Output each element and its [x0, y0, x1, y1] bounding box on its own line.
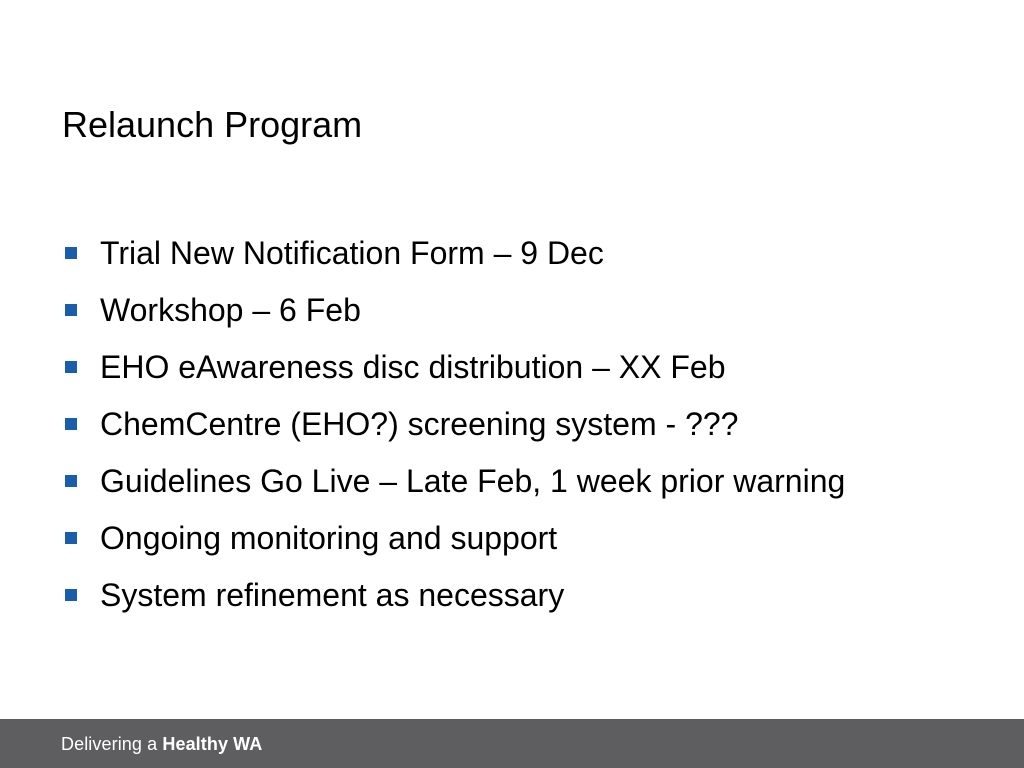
footer-bar — [0, 719, 1024, 768]
bullet-item — [62, 458, 962, 504]
bullet-item — [62, 230, 962, 276]
bullet-item — [62, 515, 962, 561]
bullet-item — [62, 287, 962, 333]
square-bullet-icon — [65, 475, 77, 487]
bullet-list — [62, 230, 962, 629]
footer-tagline — [61, 733, 262, 755]
square-bullet-icon — [65, 589, 77, 601]
bullet-text: Ongoing monitoring and support — [100, 520, 558, 556]
square-bullet-icon — [65, 361, 77, 373]
square-bullet-icon — [65, 247, 77, 259]
bullet-text: EHO eAwareness disc distribution – XX Feb — [100, 349, 726, 385]
bullet-text: ChemCentre (EHO?) screening system - ??? — [100, 406, 739, 442]
square-bullet-icon — [65, 304, 77, 316]
bullet-item — [62, 572, 962, 618]
square-bullet-icon — [65, 418, 77, 430]
bullet-text: Trial New Notification Form – 9 Dec — [100, 235, 604, 271]
bullet-item — [62, 401, 962, 447]
bullet-text: Workshop – 6 Feb — [100, 292, 361, 328]
slide-title: Relaunch Program — [62, 104, 363, 145]
square-bullet-icon — [65, 532, 77, 544]
bullet-item — [62, 344, 962, 390]
footer-tagline-emphasis: Healthy WA — [162, 734, 263, 754]
bullet-text: Guidelines Go Live – Late Feb, 1 week prior warning — [100, 463, 846, 499]
bullet-text: System refinement as necessary — [100, 577, 565, 613]
footer-tagline-prefix: Delivering a — [61, 734, 158, 754]
